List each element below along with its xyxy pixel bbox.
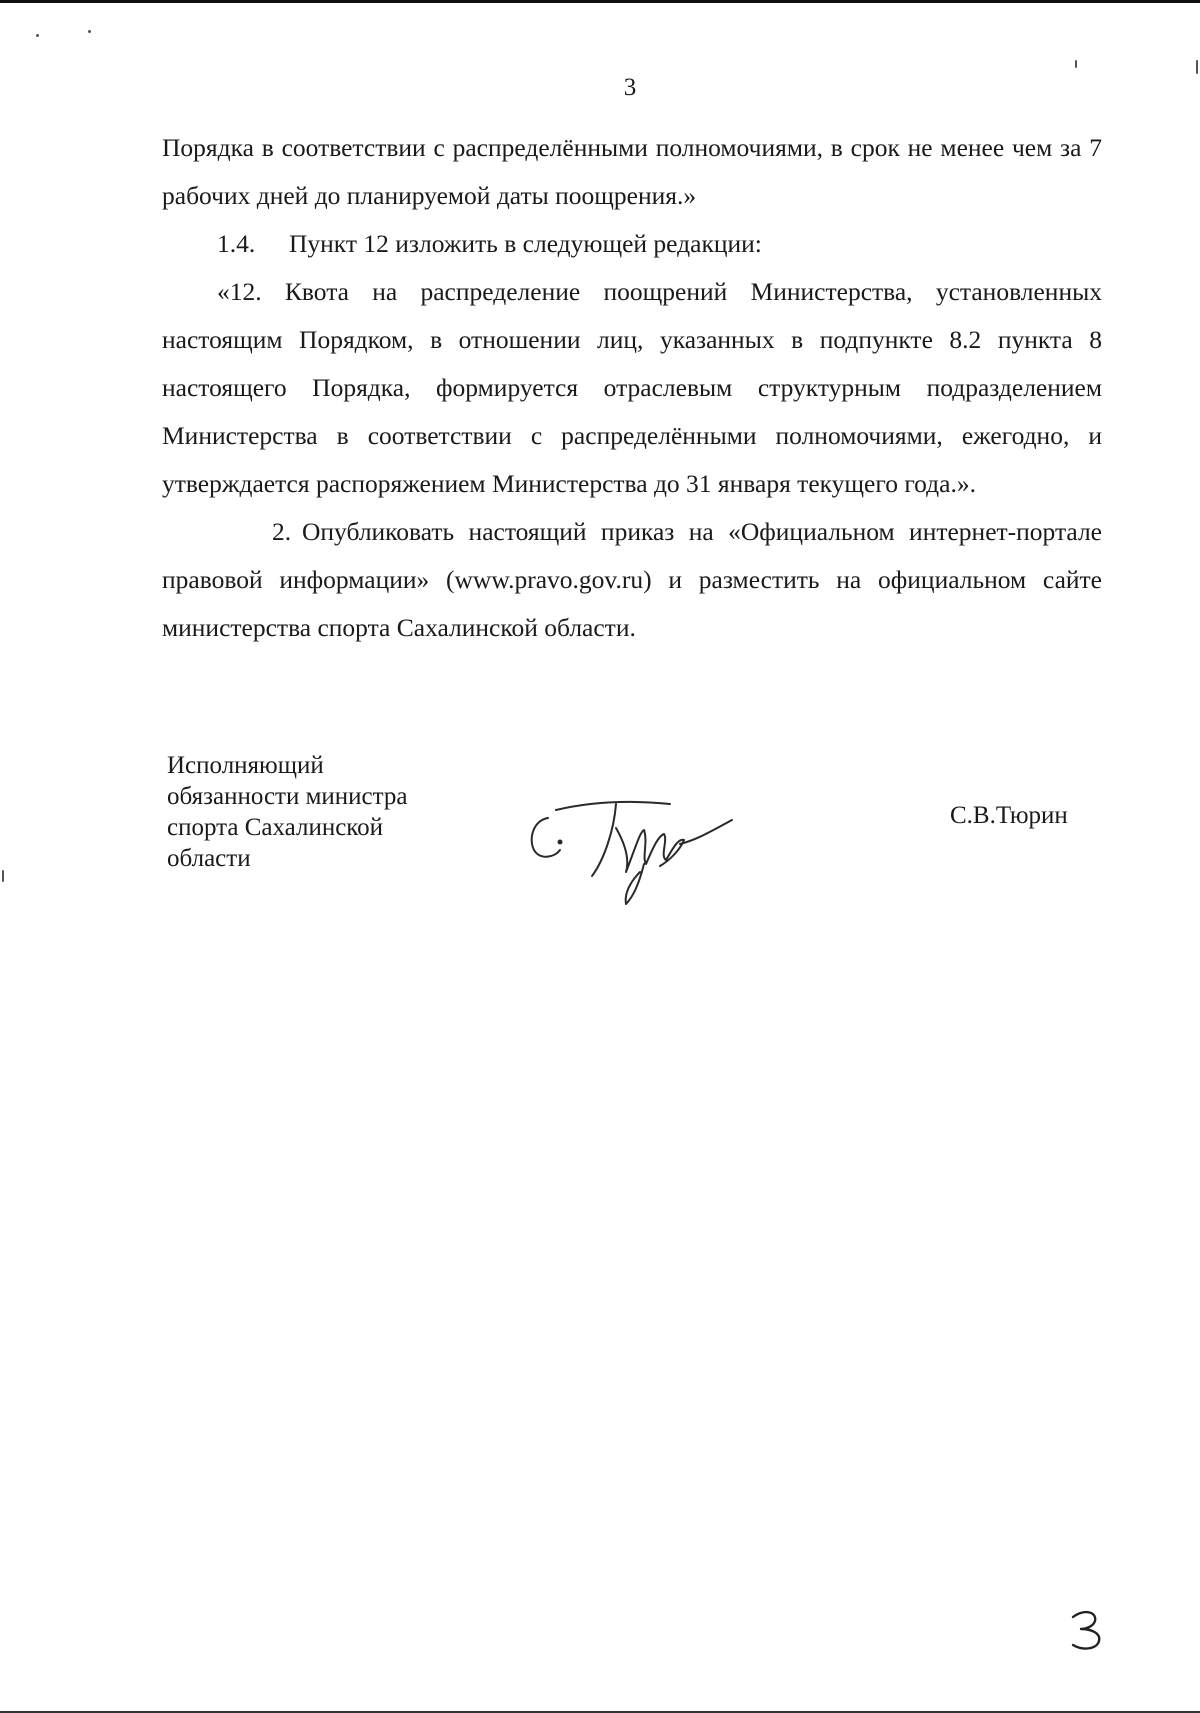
handwritten-signature [520,780,740,910]
item-2 [162,508,1102,652]
position-line: обязанности министра [167,783,408,810]
handwritten-page-mark [1065,1605,1115,1655]
item-1-4-text: Пункт 12 изложить в следующей редакции: [289,229,762,258]
document-body [162,124,1102,652]
signatory-position [167,750,407,874]
signatory-name: С.В.Тюрин [950,802,1068,829]
paragraph-continuation: Порядка в соответствии с распределёнными полномочиями, в срок не менее чем за 7 рабочих дней до планируемой даты поощрения.» [162,133,1102,210]
item-2-number: 2. [272,517,292,546]
position-line: области [167,845,251,872]
scan-top-edge [0,0,1200,3]
item-2-text: Опубликовать настоящий приказ на «Официальном интернет-портале правовой информации» (www.pravo.gov.ru) и разместить на официальном сайте министерства спорта Сахалинской области. [162,517,1102,642]
page-number: 3 [623,74,637,101]
scan-speck [2,870,4,882]
position-line: Исполняющий [167,752,324,779]
paragraph-item-12: «12. Квота на распределение поощрений Министерства, установленных настоящим Порядком, в отношении лиц, указанных в подпункте 8.2 пункта 8 настоящего Порядка, формируется отраслевым структурным подразделением Министерства в соответствии с распределёнными полномочиями, ежегодно, и утверждается распоряжением Министерства до 31 января текущего года.». [162,277,1102,498]
position-line: спорта Сахалинской [167,814,384,841]
scan-speck [1196,60,1198,74]
scan-speck [88,30,91,33]
scan-speck [1075,60,1077,68]
item-1-4-number: 1.4. [217,229,256,258]
scan-speck [36,34,39,37]
item-1-4 [162,220,1102,268]
